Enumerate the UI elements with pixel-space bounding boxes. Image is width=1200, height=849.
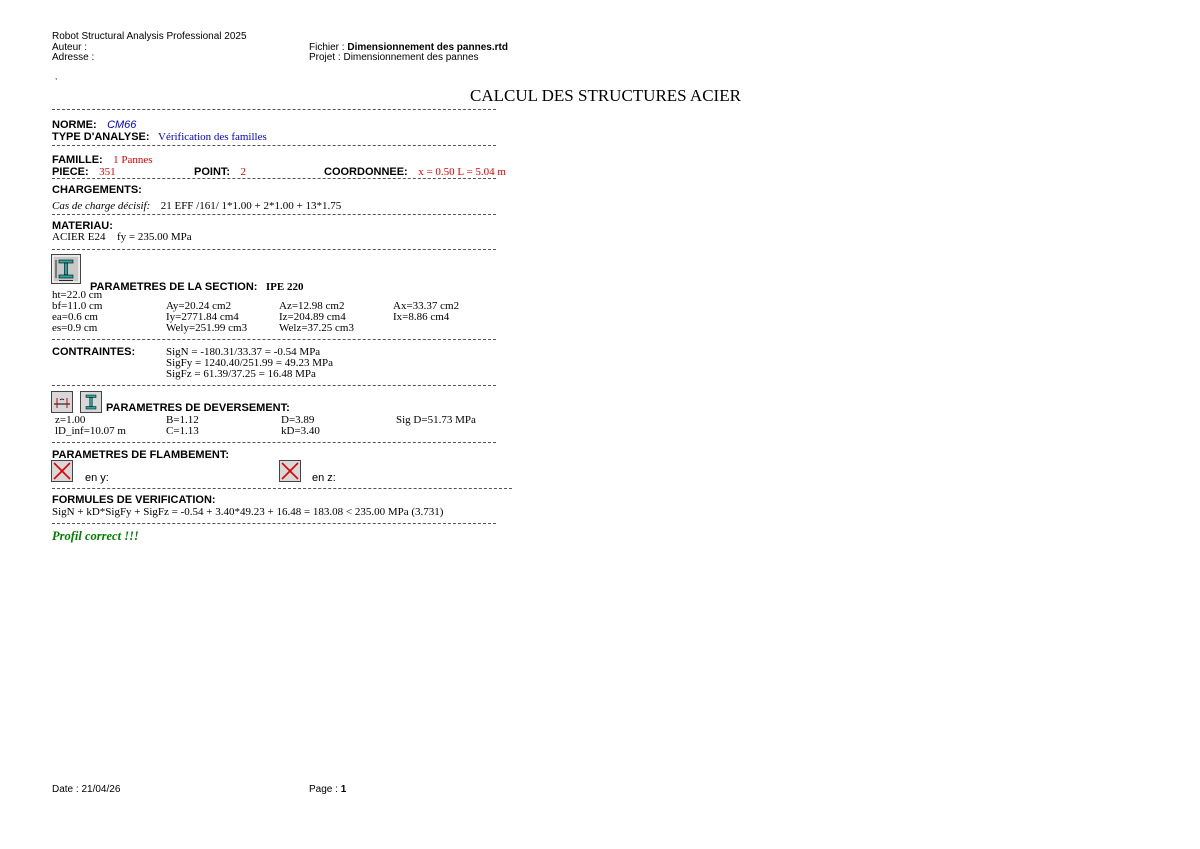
- result-status: Profil correct !!!: [52, 529, 139, 543]
- contrainte-sigfz: SigFz = 61.39/37.25 = 16.48 MPa: [166, 368, 316, 380]
- dev-sigd: Sig D=51.73 MPa: [396, 414, 476, 426]
- contraintes-label: CONTRAINTES:: [52, 346, 136, 358]
- prop-ay: Ay=20.24 cm2: [166, 300, 232, 312]
- materiau-fy: fy = 235.00 MPa: [117, 231, 192, 243]
- app-name: Robot Structural Analysis Professional 2025: [52, 31, 247, 42]
- prop-ix: Ix=8.86 cm4: [393, 311, 450, 323]
- cas-row: [52, 196, 341, 214]
- prop-welz: Welz=37.25 cm3: [279, 322, 354, 334]
- divider: [52, 145, 496, 146]
- footer-page: [309, 784, 346, 795]
- projet-line: [309, 52, 479, 63]
- dev-kd: kD=3.40: [281, 425, 320, 437]
- buckling-z-cross-icon: [279, 460, 301, 482]
- divider: [52, 488, 512, 489]
- formules-label: FORMULES DE VERIFICATION:: [52, 494, 216, 506]
- prop-az: Az=12.98 cm2: [279, 300, 345, 312]
- fichier-value: Dimensionnement des pannes.rtd: [347, 42, 508, 53]
- footer-date: [52, 784, 120, 795]
- i-section-icon: [51, 254, 81, 284]
- divider: [52, 178, 496, 179]
- coord-value: x = 0.50 L = 5.04 m: [418, 166, 506, 178]
- flambement-label: PARAMETRES DE FLAMBEMENT:: [52, 449, 230, 461]
- prop-ea: ea=0.6 cm: [52, 311, 98, 323]
- piece-value: 351: [99, 166, 116, 178]
- chargements-label: CHARGEMENTS:: [52, 184, 142, 196]
- divider: [52, 214, 496, 215]
- dev-ld: lD_inf=10.07 m: [55, 425, 126, 437]
- buckling-y-cross-icon: [51, 460, 73, 482]
- divider: [52, 249, 496, 250]
- analyse-value: Vérification des familles: [158, 131, 267, 143]
- prop-wely: Wely=251.99 cm3: [166, 322, 248, 334]
- materiau-name: ACIER E24: [52, 231, 106, 243]
- materiau-label: MATERIAU:: [52, 220, 113, 232]
- page-label: Page :: [309, 784, 338, 795]
- formule-expression: SigN + kD*SigFy + SigFz = -0.54 + 3.40*49.23 + 16.48 = 183.08 < 235.00 MPa (3.731): [52, 506, 444, 518]
- coord-label: COORDONNEE:: [324, 166, 408, 178]
- auteur-label: Auteur :: [52, 42, 88, 53]
- date-value: 21/04/26: [81, 784, 121, 795]
- dev-b: B=1.12: [166, 414, 199, 426]
- prop-bf: bf=11.0 cm: [52, 300, 103, 312]
- page-title: CALCUL DES STRUCTURES ACIER: [470, 86, 741, 105]
- prop-iy: Iy=2771.84 cm4: [166, 311, 239, 323]
- prop-ht: ht=22.0 cm: [52, 289, 103, 301]
- divider: [52, 385, 496, 386]
- prop-ax: Ax=33.37 cm2: [393, 300, 460, 312]
- tick-mark: ,: [55, 72, 58, 81]
- en-y-label: en y:: [85, 472, 109, 484]
- cas-value: 21 EFF /161/ 1*1.00 + 2*1.00 + 13*1.75: [160, 200, 342, 212]
- analyse-row: [52, 127, 267, 145]
- adresse-label: Adresse :: [52, 52, 95, 63]
- i-section-small-icon: [80, 391, 102, 413]
- section-row: [90, 277, 304, 295]
- divider: [52, 523, 496, 524]
- section-profile: IPE 220: [265, 281, 304, 293]
- dev-d: D=3.89: [281, 414, 315, 426]
- piece-label: PIECE:: [52, 166, 89, 178]
- dev-c: C=1.13: [166, 425, 199, 437]
- divider: [52, 442, 496, 443]
- divider: [52, 339, 496, 340]
- date-label: Date :: [52, 784, 79, 795]
- point-value: 2: [240, 166, 247, 178]
- cas-label: Cas de charge décisif:: [52, 200, 151, 212]
- page-number: 1: [340, 784, 347, 795]
- point-label: POINT:: [194, 166, 231, 178]
- famille-value: 1 Pannes: [113, 154, 153, 166]
- lateral-buckling-icon: [51, 391, 73, 413]
- deversement-label: PARAMETRES DE DEVERSEMENT:: [106, 402, 290, 414]
- contrainte-sign: SigN = -180.31/33.37 = -0.54 MPa: [166, 346, 321, 358]
- section-label: PARAMETRES DE LA SECTION:: [90, 281, 258, 293]
- projet-label: Projet :: [309, 52, 341, 63]
- norme-label: NORME:: [52, 119, 97, 131]
- analyse-label: TYPE D'ANALYSE:: [52, 131, 150, 143]
- contrainte-sigfy: SigFy = 1240.40/251.99 = 49.23 MPa: [166, 357, 334, 369]
- famille-label: FAMILLE:: [52, 154, 103, 166]
- norme-value: CM66: [107, 119, 137, 131]
- projet-value: Dimensionnement des pannes: [343, 52, 479, 63]
- fichier-label: Fichier :: [309, 42, 345, 53]
- divider: [52, 109, 496, 110]
- dev-z: z=1.00: [55, 414, 86, 426]
- prop-iz: Iz=204.89 cm4: [279, 311, 346, 323]
- en-z-label: en z:: [312, 472, 336, 484]
- prop-es: es=0.9 cm: [52, 322, 98, 334]
